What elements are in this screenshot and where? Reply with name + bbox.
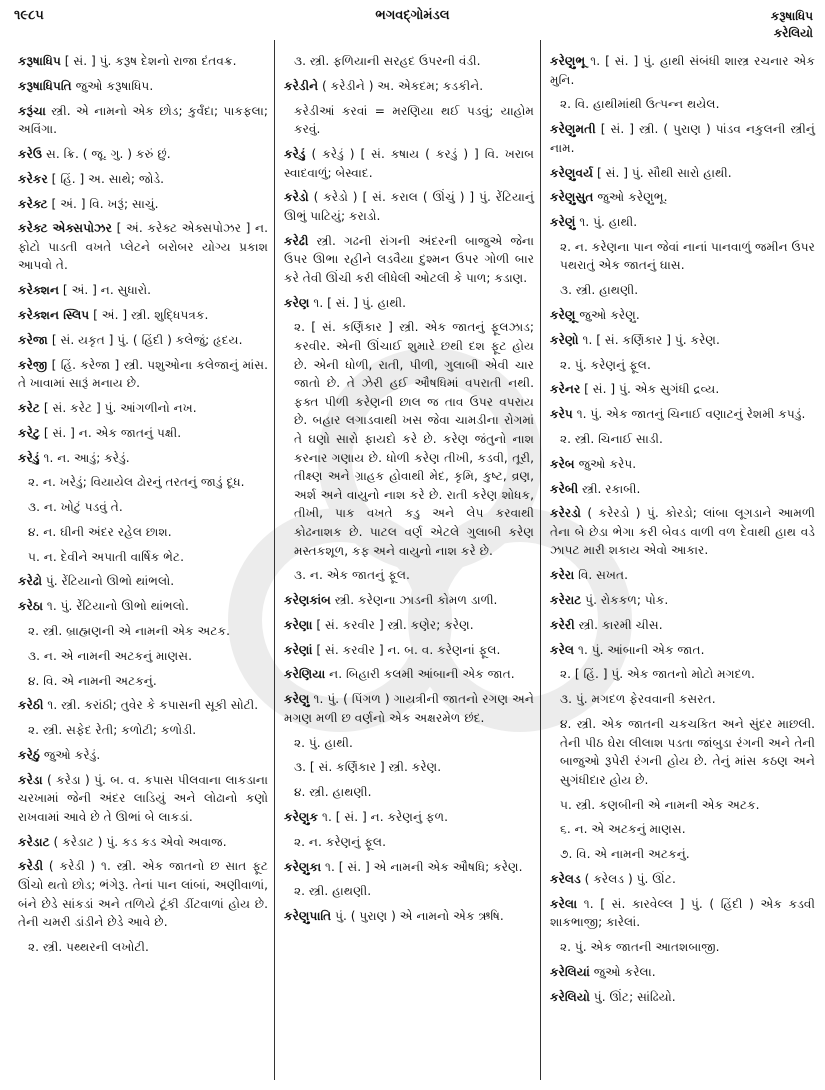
guide-word-start: કરૂષાધિપ — [770, 9, 813, 23]
dictionary-entry — [18, 52, 268, 71]
definition: [ અં. કરેક્ટ એક્સપોઝર ] ન. ફોટો પાડતી વખતે પ્લેટને બરોબર યોગ્ય પ્રકાશ આપવો તે. — [18, 221, 268, 273]
sense-line: ૩. સ્ત્રી. ફળિયાની સરહદ ઉપરની વંડી. — [294, 54, 481, 68]
dictionary-entry — [284, 907, 534, 926]
dictionary-entry — [550, 641, 815, 660]
headword: કરેબી — [550, 481, 579, 496]
dictionary-entry — [550, 480, 815, 499]
sense-line: ૭. વિ. એ નામની અટકનું. — [560, 847, 690, 862]
dictionary-entry — [18, 102, 268, 139]
definition: જુઓ કરેલા. — [589, 964, 656, 979]
dictionary-entry — [550, 566, 815, 585]
headword: કરેટુ — [18, 425, 40, 440]
definition: સ્ત્રી. એ નામનો એક છોડ; કુર્વંદા; પાકફલા; અવિંગા. — [18, 103, 268, 137]
sense-line: ૩. ન. એક જાતનું ફૂલ. — [294, 568, 410, 583]
definition: ૧. [ સં. ] એ નામની એક ઔષધિ; કરેણ. — [321, 859, 523, 874]
column-divider — [540, 40, 541, 1080]
headword: કરેઢી — [284, 233, 309, 248]
headword: કરેલા — [550, 896, 578, 911]
dictionary-entry — [284, 616, 534, 635]
headword: કરેબ — [550, 456, 575, 471]
definition: વિ. સખત. — [574, 568, 629, 583]
dictionary-entry — [18, 219, 268, 275]
definition: જુઓ કરેડું. — [40, 747, 101, 762]
definition: ૧. [ સં. કર્ણિકાર ] પું. કરેણ. — [578, 332, 720, 347]
dictionary-entry — [550, 963, 815, 982]
definition: ૧. પું. આંબાની એક જાત. — [574, 642, 705, 657]
definition: ( કરેડું ) [ સં. કષાય ( કરડું ) ] વિ. ખરાબ સ્વાદવાળું; બેસ્વાદ. — [284, 146, 534, 180]
dictionary-entry — [18, 77, 268, 96]
sense-line: ૨. ન. કરેણનું ફૂલ. — [294, 834, 387, 849]
headword: કરેણિયા — [284, 667, 326, 682]
headword: કરૂષાધિપતિ — [18, 78, 72, 93]
headword: કરેડું — [284, 146, 306, 161]
definition: ૧. [ સં. ] ન. કરેણનું ફળ. — [318, 809, 449, 824]
column-1 — [18, 52, 268, 963]
headword: કરેણુક — [284, 809, 319, 824]
dictionary-entry — [18, 857, 268, 931]
definition: [ અં. ] સ્ત્રી. શુદ્ધિપત્રક. — [89, 308, 209, 323]
definition: સ્ત્રી. કરેણના ઝાડની કોમળ ડાળી. — [330, 593, 498, 608]
definition: [ સં. ] પું. સૌથી સારો હાથી. — [593, 165, 732, 180]
dictionary-entry — [550, 504, 815, 560]
dictionary-entry — [550, 616, 815, 635]
headword: કરૂંચા — [18, 103, 46, 118]
definition: ( કરેરડો ) પું. કોરડો; લાંબા લૂગડાને આમળી તેના બે છેડા ભેગા કરી બેવડ વાળી વળ દેવાથી હાથ વડે ઝાપટ મારી શકાય એવો આકાર. — [550, 506, 815, 558]
sense-line: કરેડીઆં કરવાં = મરણિયા થઈ પડવું; યાહોમ કરવું. — [294, 103, 534, 137]
sense-line: ૪. સ્ત્રી. હાથણી. — [294, 785, 372, 800]
dictionary-entry — [18, 771, 268, 827]
sense-line: ૩. ન. ખોટું પડવું તે. — [28, 500, 123, 515]
headword: કરેણુભૂ — [550, 54, 586, 68]
headword: કરેણ — [284, 295, 310, 310]
sense-line: ૫. ન. દેવીને અપાતી વાર્ષિક ભેટ. — [28, 549, 184, 564]
headword: કરેજી — [18, 357, 48, 372]
dictionary-entry — [550, 331, 815, 350]
sense-line: ૨. વિ. હાથીમાંથી ઉત્પન્ન થયેલ. — [560, 97, 720, 112]
headword: કરેઢો — [18, 574, 43, 589]
headword: કરેક્ટ — [18, 196, 48, 211]
headword: કરૂષાધિપ — [18, 54, 61, 68]
dictionary-entry — [18, 424, 268, 443]
headword: કરેપ — [550, 407, 573, 422]
page-number: ૧૯૮૫ — [14, 8, 44, 23]
sense-line: ૨. સ્ત્રી. પથ્થરની લખોટી. — [28, 940, 149, 954]
sense-line: ૬. ન. એ અટકનું માણસ. — [560, 822, 686, 837]
dictionary-entry — [550, 455, 815, 474]
headword: કરેણુકા — [284, 859, 322, 874]
sense-line: ૨. પું. હાથી. — [294, 735, 353, 750]
headword: કરેઠી — [18, 698, 44, 713]
dictionary-entry — [550, 988, 815, 1007]
headword: કરેણો — [550, 332, 579, 347]
definition: [ સં. ] પું. કરૂષ દેશનો રાજા દંતવક્ર. — [60, 54, 237, 68]
sense-line: ૩. સ્ત્રી. હાથણી. — [560, 283, 639, 298]
headword: કરેડી — [18, 859, 44, 874]
dictionary-entry — [550, 870, 815, 889]
dictionary-entry — [550, 188, 815, 207]
dictionary-entry — [550, 405, 815, 424]
definition: [ હિં. કરેજા ] સ્ત્રી. પશુઓના કલેજાનું માંસ. તે ખાવામાં સારૂં મનાય છે. — [18, 357, 268, 391]
sense-line: ૨. પું. એક જાતની આતશબાજી. — [560, 940, 720, 954]
definition: ૧. ન. આડું; કરેડું. — [39, 450, 130, 465]
sense-line: ૨. ન. કરેણના પાન જેવાં નાનાં પાનવાળું જમીન ઉપર પથરાતું એક જાતનું ઘાસ. — [560, 239, 815, 273]
definition: [ અં. ] ન. સુધારો. — [59, 283, 152, 298]
headword: કરેડાટ — [18, 834, 50, 849]
dictionary-entry — [18, 195, 268, 214]
sense-line: ૨. સ્ત્રી. સફેદ રેતી; કળોટી; કળોડી. — [28, 723, 197, 738]
dictionary-entry — [18, 597, 268, 616]
definition: [ હિં. ] અ. સાથે; જોડે. — [47, 171, 165, 186]
headword: કરેણુમતી — [550, 122, 596, 137]
dictionary-entry — [550, 380, 815, 399]
dictionary-entry — [18, 833, 268, 852]
definition: ન. બિહારી કલમી આંબાની એક જાત. — [325, 667, 515, 682]
dictionary-entry — [550, 52, 815, 89]
sense-line: ૪. ન. ઘીની અંદર રહેલ છાશ. — [28, 524, 172, 539]
definition: પું. રેંટિયાનો ઊભો થાંભલો. — [42, 574, 175, 589]
definition: ( કરેડા ) પું. બ. વ. કપાસ પીલવાના લાકડાના ચરખામાં જેની અંદર લાડિયું અને લોઢાનો કણો રાખવામાં આવે છે તે ઊભાં બે લાકડાં. — [18, 772, 268, 824]
definition: ( કરેડીને ) અ. એકદમ; કડકીને. — [318, 78, 484, 93]
definition: જુઓ કરેણુભૂ. — [593, 190, 668, 205]
dictionary-entry — [550, 591, 815, 610]
headword: કરેણુસુત — [550, 190, 594, 205]
headword: કરેણુપાતિ — [284, 909, 332, 924]
definition: ૧. [ સં. ] પું. હાથી સંબંધી શાસ્ત્ર રચનાર એક મુનિ. — [550, 54, 815, 87]
definition: ૧. [ સં. ] પું. હાથી. — [309, 295, 407, 310]
definition: [ સં. કરવીર ] ન. બ. વ. કરેણનાં ફૂલ. — [312, 642, 501, 657]
headword: કરેઠા — [18, 599, 43, 614]
column-3 — [550, 52, 815, 1012]
dictionary-entry — [18, 331, 268, 350]
headword: કરેડા — [18, 772, 43, 787]
definition: પું. ( પુરાણ ) એ નામનો એક ઋષિ. — [331, 909, 504, 924]
sense-line: ૨. ન. ખરેડું; વિયાયેલ ઢોરનું તરતનું જાડું દૂધ. — [28, 475, 245, 490]
headword: કરેરા — [550, 568, 575, 583]
headword: કરેઉ — [18, 146, 43, 161]
definition: સ. ક્રિ. ( જૂ. ગુ. ) કરું છું. — [42, 146, 171, 161]
dictionary-entry — [284, 145, 534, 182]
dictionary-entry — [284, 641, 534, 660]
headword: કરેઠું — [18, 747, 40, 762]
guide-words — [771, 8, 813, 42]
headword: કરેરાટ — [550, 593, 582, 608]
definition: [ અં. ] વિ. ખરૂં; સાચું. — [47, 196, 159, 211]
dictionary-entry — [550, 213, 815, 232]
headword: કરેડું — [18, 450, 40, 465]
dictionary-entry — [18, 145, 268, 164]
sense-line: ૨. [ સં. કર્ણિકાર ] સ્ત્રી. એક જાતનું ફૂલઝાડ; કરવીર. એની ઊંચાઈ શુમારે છથી દશ ફૂટ હોય છે. એની ધોળી, રાતી, પીળી, ગુલાબી એવી ચાર જાતો છે. તે ઝેરી હઈ ઔષધિમાં વપરાતી નથી. ફક્ત પીળી કરેણની છાલ જ તાવ ઉપર વપરાય છે. બહાર લગાડવાથી ખસ જેવા ચામડીના રોગમાં તે ઘણો સારો ફાયદો કરે છે. કરેણ જંતુનો નાશ કરનાર ગણાય છે. ધોળી કરેણ તીખી, કડવી, તૂરી, તીક્ષ્ણ અને ગ્રાહક હોવાથી મેદ, કૃમિ, કુષ્ટ, વ્રણ, અર્શ અને વાયુનો નાશ કરે છે. રાતી કરેણ શોધક, તીખી, પાક વખતે કડુ અને લેપ કરવાથી કોઢનાશક છે. પાટલ વર્ણ એટલે ગુલાબી કરેણ મસ્તકશૂળ, કફ અને વાયુનો નાશ કરે છે. — [294, 320, 534, 558]
dictionary-entry — [18, 572, 268, 591]
dictionary-entry — [18, 170, 268, 189]
headword: કરેક્શન — [18, 283, 60, 298]
dictionary-entry — [284, 77, 534, 96]
column-divider — [274, 40, 275, 1080]
book-title: ભગવદ્ગોમંડલ — [375, 8, 450, 23]
headword: કરેણુ — [284, 692, 310, 707]
definition: ( કરેડો ) [ સં. કરાલ ( ઊંચું ) ] પું. રેંટિયાનું ઊભું પાટિયું; કરાડો. — [284, 190, 534, 223]
definition: [ સં. ] પું. એક સુગંધી દ્રવ્ય. — [580, 382, 720, 397]
sense-line: ૨. સ્ત્રી. બ્રાહ્મણની એ નામની એક અટક. — [28, 624, 230, 638]
definition: જુઓ કરેણુ. — [575, 308, 640, 323]
headword: કરેરડો — [550, 506, 581, 521]
dictionary-entry — [18, 306, 268, 325]
sense-line: ૨. [ હિં. ] પું. એક જાતનો મોટો મગદળ. — [560, 667, 755, 682]
sense-line: ૩. ન. એ નામની અટકનું માણસ. — [28, 648, 193, 663]
sense-line: ૨. પું. કરેણનું ફૂલ. — [560, 357, 651, 372]
dictionary-entry — [550, 120, 815, 157]
sense-line: ૪. સ્ત્રી. એક જાતની ચકચકિત અને સુંદર માછલી. તેની પીઠ ઘેરા લીલાશ પડતા જાંબુડા રંગની અને તેની બાજુઓ રૂપેરી રંગની હોય છે. તેનું માંસ કઠણ અને સુગંધીદાર હોય છે. — [560, 716, 815, 787]
dictionary-entry — [18, 281, 268, 300]
headword: કરેલડ — [550, 871, 581, 886]
headword: કરેડીને — [284, 78, 319, 93]
dictionary-entry — [18, 696, 268, 715]
headword: કરેડો — [284, 190, 309, 205]
definition: [ સં. યકૃત ] પું. ( હિંદી ) કલેજું; હૃદય. — [47, 332, 243, 347]
definition: સ્ત્રી. ગઢની રાંગની અંદરની બાજુએ જેના ઉપર ઊભા રહીને લડવૈયા દુશ્મન ઉપર ગોળી બાર કરે તેવી ઊંચી કરી લીધેલી ઓટલી કે પાળ; કડાણ. — [284, 233, 534, 285]
headword: કરેણા — [284, 617, 313, 632]
dictionary-entry — [284, 591, 534, 610]
dictionary-entry — [18, 356, 268, 393]
sense-line: ૫. સ્ત્રી. કણબીની એ નામની એક અટક. — [560, 797, 760, 812]
dictionary-entry — [18, 746, 268, 765]
definition: ૧. પું. એક જાતનું ચિનાઈ વણાટનું રેશમી કપડું. — [572, 407, 806, 422]
sense-line: ૪. વિ. એ નામની અટકનું. — [28, 673, 157, 688]
definition: ( કરેડાટ ) પું. કડ કડ એવો અવાજ. — [49, 834, 227, 849]
dictionary-entry — [550, 164, 815, 183]
headword: કરેનર — [550, 382, 581, 397]
dictionary-entry — [550, 895, 815, 932]
definition: જુઓ કરૂષાધિપ. — [71, 78, 154, 93]
dictionary-entry — [18, 449, 268, 468]
headword: કરેણકાંબ — [284, 593, 331, 608]
dictionary-entry — [18, 399, 268, 418]
guide-word-end: કરેલિયો — [773, 26, 813, 40]
column-2 — [284, 52, 534, 932]
headword: કરેલિયો — [550, 989, 590, 1004]
definition: પું. રોકકળ; પોક. — [581, 593, 669, 608]
dictionary-entry — [284, 808, 534, 827]
definition: સ્ત્રી. કારમી ચીસ. — [574, 617, 663, 632]
page-header — [0, 0, 825, 50]
definition: ૧. પું. ( પિંગળ ) ગાયત્રીની જાતનો રગણ અને મગણ મળી છ વર્ણનો એક અક્ષરમેળ છંદ. — [284, 692, 534, 725]
dictionary-entry — [284, 232, 534, 288]
headword: કરેરી — [550, 617, 575, 632]
headword: કરેણુવર્ય — [550, 165, 594, 180]
headword: કરેજા — [18, 332, 48, 347]
definition: [ સં. ] સ્ત્રી. ( પુરાણ ) પાંડવ નકુલની સ્ત્રીનું નામ. — [550, 122, 815, 155]
headword: કરેક્શન સ્લિપ — [18, 308, 90, 323]
dictionary-entry — [284, 294, 534, 313]
definition: ( કરેડી ) ૧. સ્ત્રી. એક જાતનો છ સાત ફૂટ ઊંચો થતો છોડ; ભંગેરૂ. તેનાં પાન લાંબાં, અણીવાળાં, બંને છેડે સાંકડાં અને તળિયે ટૂંકી ડીંટવાળાં હોય છે. તેની ચમરી ડાંડીને છેડે આવે છે. — [18, 859, 268, 930]
definition: ( કરેલડ ) પું. ઊંટ. — [580, 871, 676, 886]
dictionary-entry — [284, 858, 534, 877]
dictionary-entry — [284, 188, 534, 225]
dictionary-entry — [284, 690, 534, 727]
dictionary-entry — [284, 665, 534, 684]
sense-line: ૨. સ્ત્રી. હાથણી. — [294, 884, 372, 899]
sense-line: ૩. પું. મગદળ ફેરવવાની કસરત. — [560, 692, 716, 707]
definition: સ્ત્રી. રકાબી. — [578, 481, 641, 496]
definition: [ સં. કરવીર ] સ્ત્રી. કણેર; કરેણ. — [312, 617, 474, 632]
definition: [ સં. કરેટ ] પું. આંગળીનો નખ. — [40, 400, 197, 415]
headword: કરેલ — [550, 642, 575, 657]
headword: કરેલિયાં — [550, 964, 590, 979]
sense-line: ૨. સ્ત્રી. ચિનાઈ સાડી. — [560, 431, 663, 446]
sense-line: ૩. [ સં. કર્ણિકાર ] સ્ત્રી. કરેણ. — [294, 760, 442, 775]
headword: કરેણાં — [284, 642, 313, 657]
definition: [ સં. ] ન. એક જાતનું પક્ષી. — [40, 425, 182, 440]
headword: કરેક્ટ એક્સપોઝર — [18, 221, 112, 236]
definition: પું. ઊંટ; સાંઢિયો. — [589, 989, 676, 1004]
definition: ૧. [ સં. કારવેલ્લ ] પું. ( હિંદી ) એક કડવી શાકભાજી; કારેલાં. — [550, 896, 815, 930]
definition: ૧. પું. રેંટિયાનો ઊભો થાંભલો. — [42, 599, 189, 614]
dictionary-entry — [550, 306, 815, 325]
definition: ૧. સ્ત્રી. કરાંઠી; તુવેર કે કપાસની સૂકી સોટી. — [43, 698, 259, 713]
headword: કરેણું — [550, 215, 576, 230]
definition: ૧. પું. હાથી. — [575, 215, 638, 230]
headword: કરેકર — [18, 171, 48, 186]
headword: કરેણૂ — [550, 308, 576, 323]
definition: જુઓ કરેપ. — [574, 456, 637, 471]
headword: કરેટ — [18, 400, 40, 415]
